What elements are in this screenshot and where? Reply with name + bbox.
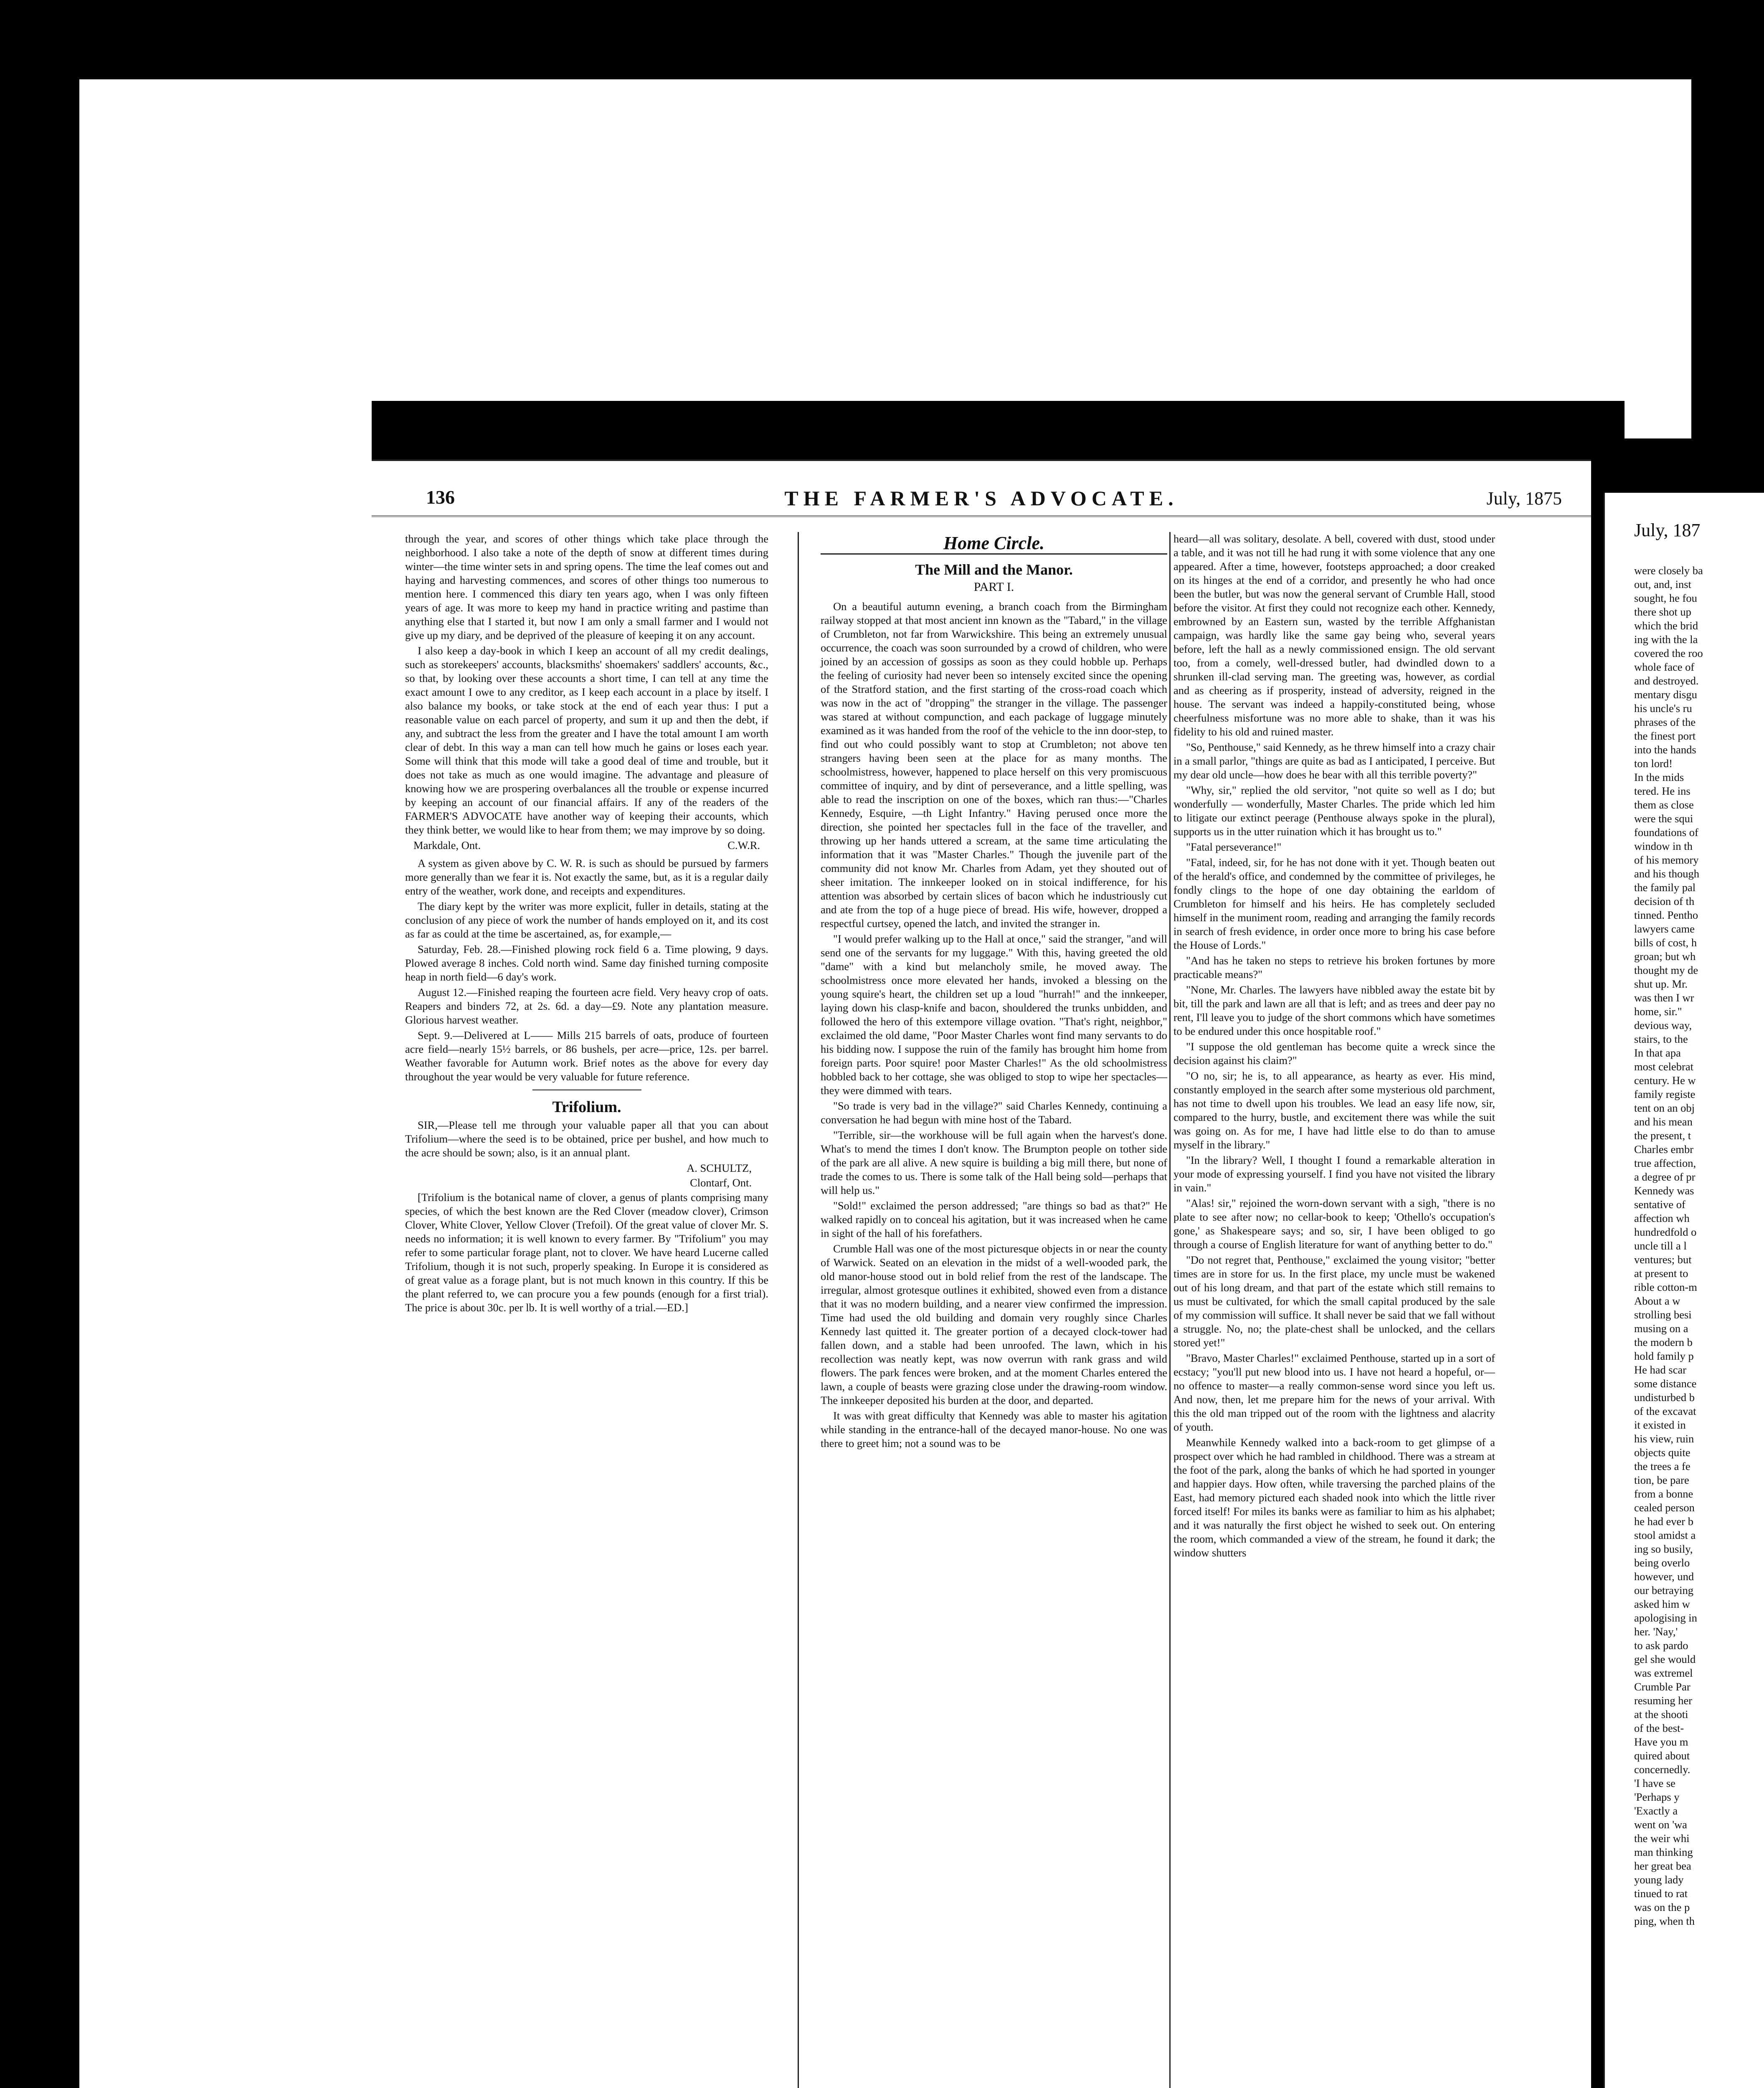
adjacent-page-line: a degree of pr xyxy=(1634,1171,1696,1183)
adjacent-page-line: In the mids xyxy=(1634,771,1684,783)
adjacent-page-line: 'I have se xyxy=(1634,1777,1675,1789)
adjacent-page-line: of the best- xyxy=(1634,1722,1684,1734)
column-2 xyxy=(821,532,1167,1452)
paragraph: "Alas! sir," rejoined the worn-down servant with a sigh, "there is no plate to see after now; no cellar-book to keep; 'Othello's occupation's gone,' as Shakespeare says; and so, sir, I have been obliged to go through a course of English literature for want of anything better to do." xyxy=(1173,1197,1495,1251)
adjacent-page-line: uncle till a l xyxy=(1634,1239,1687,1252)
scan-torn-edge xyxy=(372,401,1625,464)
adjacent-page-line: his view, ruin xyxy=(1634,1432,1694,1445)
column-1 xyxy=(405,532,768,1316)
adjacent-page-line: and his mean xyxy=(1634,1115,1693,1128)
adjacent-page-line: family registe xyxy=(1634,1088,1696,1100)
adjacent-page-line: lawyers came xyxy=(1634,922,1695,935)
adjacent-page-line: Kennedy was xyxy=(1634,1184,1694,1197)
adjacent-page-line: true affection, xyxy=(1634,1157,1696,1169)
adjacent-page-line: tered. He ins xyxy=(1634,785,1690,797)
paragraph: "O no, sir; he is, to all appearance, as hearty as ever. His mind, constantly employed in the search after some mysterious old parchment, has not time to dwell upon his troubles. We lead an easy life now, sir, compared to the hurry, bustle, and excitement there was while the suit was going on. As for me, I have had little else to do than to amuse myself in the library." xyxy=(1173,1069,1495,1151)
adjacent-page-line: stairs, to the xyxy=(1634,1033,1688,1045)
adjacent-page-line: apologising in xyxy=(1634,1612,1697,1624)
adjacent-page-line: young lady xyxy=(1634,1873,1684,1886)
adjacent-page-line: he had ever b xyxy=(1634,1515,1693,1528)
adjacent-page-line: were closely ba xyxy=(1634,564,1703,577)
paragraph: I also keep a day-book in which I keep an account of all my credit dealings, such as storekeepers' accounts, blacksmiths' shoemakers' saddlers' accounts, &c., so that, by looking over these accounts a short time, I can tell at any time the exact amount I owe to any creditor, as I keep each account in a place by itself. I also balance my books, or take stock at the end of each year thus: I put a reasonable value on each parcel of property, and sum it up and then the debt, if any, and subtract the less from the greater and I have the total amount I am worth clear of debt. In this way a man can tell how much he gains or loses each year. Some will think that this mode will take a good deal of time and trouble, but it does not take as much as one would imagine. The advantage and pleasure of knowing how we are prospering overbalances all the trouble or expense incurred by keeping an account of our financial affairs. If any of the readers of the FARMER'S ADVOCATE have another way of keeping their accounts, which they think better, we would like to hear from them; we may improve by so doing. xyxy=(405,644,768,836)
adjacent-page-line: went on 'wa xyxy=(1634,1818,1687,1831)
adjacent-page-line: 'Perhaps y xyxy=(1634,1791,1680,1803)
adjacent-page-line: the weir whi xyxy=(1634,1832,1690,1845)
letter-signature: A. SCHULTZ, xyxy=(687,1162,752,1174)
paragraph: The diary kept by the writer was more explicit, fuller in details, stating at the conclusion of any piece of work the number of hands employed on it, and its cost as far as could at the time be ascertained, as, for example,— xyxy=(405,900,768,940)
adjacent-page-line: being overlo xyxy=(1634,1556,1690,1569)
adjacent-page-line: of the excavat xyxy=(1634,1405,1696,1417)
paragraph: "Why, sir," replied the old servitor, "not quite so well as I do; but wonderfully — wonderfully, Master Charles. The pride which led him to litigate our extinct peerage (Penthouse always spoke in the plural), supports us in the utter ruination which it has brought us to." xyxy=(1173,784,1495,838)
paragraph: SIR,—Please tell me through your valuable paper all that you can about Trifolium—where the seed is to be obtained, price per bushel, and how much to the acre should be sown; also, is it an annual plant. xyxy=(405,1119,768,1159)
adjacent-page-line: was on the p xyxy=(1634,1901,1690,1913)
paragraph: On a beautiful autumn evening, a branch coach from the Birmingham railway stopped at that most ancient inn known as the "Tabard," in the village of Crumbleton, not far from Warwickshire. This being an extremely unusual occurrence, the coach was soon surrounded by a crowd of children, who were joined by an accession of gossips as soon as they could hobble up. Perhaps the feeling of curiosity had never been so intensely excited since the opening of the Stratford station, and the first starting of the cross-road coach which was now in the act of "dropping" the stranger in the village. The passenger was stared at without compunction, and each package of luggage minutely examined as it was handed from the roof of the vehicle to the inn door-step, to find out who could possibly want to stop at Crumbleton; not above ten strangers having been seen at the place for as many months. The schoolmistress, however, happened to place herself on this very promiscuous committee of inquiry, and by dint of perseverance, and a little spelling, was able to read the inscription on one of the boxes, which ran thus:—"Charles Kennedy, Esquire, —th Light Infantry." Having perused once more the direction, she pointed her spectacles full in the face of the traveller, and throwing up her hands uttered a scream, at the same time articulating the information that it was "Master Charles." Though the juvenile part of the community did not know Mr. Charles from Adam, yet they shouted out of sheer imitation. The innkeeper looked on in stoical indifference, for his attention was absorbed by certain slices of bacon which he industriously cut and ate from the top of a huge piece of bread. His wife, however, dropped a respectful curtsey, opened the latch, and invited the stranger in. xyxy=(821,600,1167,930)
adjacent-page-line: and destroyed. xyxy=(1634,674,1699,687)
newspaper-page xyxy=(372,459,1591,2088)
adjacent-page-line: About a w xyxy=(1634,1295,1680,1307)
letter-signature-line xyxy=(413,839,760,852)
adjacent-page-line: whole face of xyxy=(1634,661,1695,673)
paragraph: Sept. 9.—Delivered at L—— Mills 215 barrels of oats, produce of fourteen acre field—nearly 15½ barrels, or 86 bushels, per acre—price, 12s. per barrel. Weather favorable for Autumn work. Brief notes as the above for every day throughout the year would be very valuable for future reference. xyxy=(405,1029,768,1083)
adjacent-page-line: decision of th xyxy=(1634,895,1695,907)
adjacent-page-line: most celebrat xyxy=(1634,1060,1694,1073)
adjacent-page-line: the family pal xyxy=(1634,881,1696,894)
paragraph: "So trade is very bad in the village?" said Charles Kennedy, continuing a conversation he had begun with mine host of the Tabard. xyxy=(821,1100,1167,1126)
adjacent-page-line: at present to xyxy=(1634,1267,1688,1280)
adjacent-page xyxy=(1604,493,1764,2088)
adjacent-page-line: her. 'Nay,' xyxy=(1634,1625,1678,1638)
adjacent-page-line: cealed person xyxy=(1634,1501,1695,1514)
adjacent-page-line: his uncle's ru xyxy=(1634,702,1692,715)
adjacent-page-line: tent on an obj xyxy=(1634,1102,1695,1114)
adjacent-page-line: it existed in xyxy=(1634,1419,1686,1431)
adjacent-page-line: mentary disgu xyxy=(1634,688,1697,701)
paragraph: Saturday, Feb. 28.—Finished plowing rock field 6 a. Time plowing, 9 days. Plowed average 8 inches. Cold north wind. Same day finished turning composite heap in north field—6 day's work. xyxy=(405,943,768,983)
adjacent-page-line: home, sir." xyxy=(1634,1005,1682,1018)
story-title: The Mill and the Manor. xyxy=(915,561,1073,578)
column-divider xyxy=(1169,532,1171,2088)
paragraph: heard—all was solitary, desolate. A bell, covered with dust, stood under a table, and it was not till he had rung it with some violence that any one appeared. After a time, however, footsteps approached; a door creaked on its hinges at the end of a corridor, and presently he who had once been the butler, but was now the general servant of Crumble Hall, stood before the visitor. At first they could not recognize each other. Kennedy, embrowned by an Eastern sun, wasted by the terrible Affghanistan campaign, was hardly like the same gay being who, several years before, left the hall as a newly commissioned ensign. The old servant too, from a comely, well-dressed butler, had dwindled down to a shrunken ill-clad serving man. The greeting was, however, as cordial and as cheering as if prosperity, instead of adversity, reigned in the house. The servant was indeed a happily-constituted being, whose cheerfulness misfortune was no more able to shake, than it was his fidelity to his old and ruined master. xyxy=(1173,532,1495,738)
adjacent-page-line: thought my de xyxy=(1634,964,1698,976)
page-header xyxy=(372,486,1591,517)
adjacent-page-line: gel she would xyxy=(1634,1653,1696,1665)
adjacent-page-line: hundredfold o xyxy=(1634,1226,1697,1238)
adjacent-page-line: ing so busily, xyxy=(1634,1543,1693,1555)
adjacent-page-line: tinned. Pentho xyxy=(1634,909,1698,921)
adjacent-page-line: phrases of the xyxy=(1634,716,1696,728)
paragraph: "I suppose the old gentleman has become quite a wreck since the decision against his claim?" xyxy=(1173,1040,1495,1067)
adjacent-page-line: rible cotton-m xyxy=(1634,1281,1697,1293)
adjacent-page-line: window in th xyxy=(1634,840,1693,852)
adjacent-page-line: He had scar xyxy=(1634,1363,1687,1376)
column-3 xyxy=(1173,532,1495,1561)
adjacent-page-line: 'Exactly a xyxy=(1634,1804,1678,1817)
adjacent-page-line: the present, t xyxy=(1634,1129,1691,1142)
adjacent-page-line: foundations of xyxy=(1634,826,1698,839)
adjacent-page-line: ton lord! xyxy=(1634,757,1673,770)
letter-place: Clontarf, Ont. xyxy=(690,1176,752,1189)
adjacent-page-line: stool amidst a xyxy=(1634,1529,1696,1541)
paragraph: "And has he taken no steps to retrieve his broken fortunes by more practicable means?" xyxy=(1173,954,1495,981)
adjacent-page-line: resuming her xyxy=(1634,1694,1693,1707)
paragraph: [Trifolium is the botanical name of clover, a genus of plants comprising many species, of which the best known are the Red Clover (meadow clover), Crimson Clover, White Clover, Yellow Clover (Trefoil). Of the great value of clover Mr. S. needs no information; it is well known to every farmer. By "Trifolium" you may refer to some particular forage plant, not to clover. We have heard Lucerne called Trifolium, though it is not such, properly speaking. In Europe it is considered as of great value as a forage plant, but is not much known in this country. If this be the plant referred to, we can procure you a few pounds (enough for a first trial). The price is about 30c. per lb. It is well worthy of a trial.—ED.] xyxy=(405,1191,768,1314)
adjacent-page-line: the trees a fe xyxy=(1634,1460,1690,1472)
paragraph: "Sold!" exclaimed the person addressed; "are things so bad as that?" He walked rapidly on to conceal his agitation, but it was increased when he came in sight of the hall of his forefathers. xyxy=(821,1199,1167,1239)
adjacent-page-line: devious way, xyxy=(1634,1019,1692,1031)
adjacent-page-line: there shot up xyxy=(1634,606,1691,618)
paragraph: "Bravo, Master Charles!" exclaimed Penthouse, started up in a sort of ecstacy; "you'll put new blood into us. I have not heard a hopeful, or—no offence to master—a really common-sense word since you left us. And now, then, let me prepare him for the news of your arrival. With this the old man tripped out of the room with the lightness and alacrity of youth. xyxy=(1173,1352,1495,1433)
adjacent-page-line: the modern b xyxy=(1634,1336,1693,1348)
adjacent-page-line: century. He w xyxy=(1634,1074,1696,1087)
adjacent-page-line: them as close xyxy=(1634,798,1694,811)
trifolium-heading: Trifolium. xyxy=(552,1098,621,1116)
paragraph: "I would prefer walking up to the Hall at once," said the stranger, "and will send one of the servants for my luggage." With this, having greeted the old "dame" with a kind but melancholy smile, he moved away. The schoolmistress once more elevated her hands, invoked a blessing on the young squire's heart, the children set up a loud "hurrah!" and the innkeeper, laying down his clasp-knife and bacon, shouldered the trunks unbidden, and followed the hero of this extempore village ovation. "That's right, neighbor," exclaimed the old dame, "Poor Master Charles wont find many servants to do his bidding now. I suppose the ruin of the family has brought him home from foreign parts. Poor squire! poor Master Charles!" As the old schoolmistress hobbled back to her cottage, she was obliged to stop to wipe her spectacles—they were dimmed with tears. xyxy=(821,933,1167,1097)
adjacent-page-line: Have you m xyxy=(1634,1736,1688,1748)
paragraph: Crumble Hall was one of the most picturesque objects in or near the county of Warwick. Seated on an elevation in the midst of a well-wooded park, the old manor-house stood out in bold relief from the rest of the landscape. The irregular, almost grotesque outlines it exhibited, showed even from a distance that it was no modern building, and a nearer view confirmed the impression. Time had used the old building and domain very roughly since Charles Kennedy last quitted it. The greater portion of a decayed clock-tower had fallen down, and a stable had been unroofed. The lawn, which in his recollection was neatly kept, was now overrun with rank grass and wild flowers. The park fences were broken, and at the moment Charles entered the lawn, a couple of beasts were grazing close under the drawing-room window. The innkeeper deposited his burden at the door, and departed. xyxy=(821,1242,1167,1406)
column-divider xyxy=(798,532,799,2088)
adjacent-page-line: and his though xyxy=(1634,867,1700,880)
adjacent-page-line: however, und xyxy=(1634,1570,1694,1583)
paragraph: "Do not regret that, Penthouse," exclaimed the young visitor; "better times are in store for us. In the first place, my uncle must be wakened out of his long dream, and that part of the estate which still remains to us must be cultivated, for which the small capital produced by the sale of my commission will suffice. It shall never be said that we fall without a struggle. No, no; the plate-chest shall be unlocked, and the cellars stored yet!" xyxy=(1173,1254,1495,1349)
adjacent-page-text xyxy=(1634,564,1764,1928)
adjacent-page-line: affection wh xyxy=(1634,1212,1690,1224)
adjacent-page-line: our betraying xyxy=(1634,1584,1694,1596)
adjacent-page-line: ping, when th xyxy=(1634,1915,1695,1927)
adjacent-page-line: strolling besi xyxy=(1634,1308,1692,1321)
adjacent-page-line: quired about xyxy=(1634,1749,1690,1762)
adjacent-page-line: her great bea xyxy=(1634,1860,1691,1872)
adjacent-page-line: objects quite xyxy=(1634,1446,1690,1459)
adjacent-page-line: tinued to rat xyxy=(1634,1887,1688,1900)
adjacent-page-line: was extremel xyxy=(1634,1667,1693,1679)
letter-initials: C.W.R. xyxy=(727,839,760,851)
adjacent-page-line: were the squi xyxy=(1634,812,1693,825)
masthead-title: THE FARMER'S ADVOCATE. xyxy=(784,487,1179,510)
adjacent-page-line: hold family p xyxy=(1634,1350,1694,1362)
adjacent-page-line: asked him w xyxy=(1634,1598,1690,1610)
adjacent-page-line: musing on a xyxy=(1634,1322,1688,1335)
adjacent-page-line: Charles embr xyxy=(1634,1143,1694,1155)
adjacent-page-line: out, and, inst xyxy=(1634,578,1691,590)
paragraph: "Fatal, indeed, sir, for he has not done with it yet. Though beaten out of the herald's office, and condemned by the committee of privileges, he fondly clings to the hope of one day obtaining the earldom of Crumbleton for himself and his heirs. He has completely secluded himself in the muniment room, reading and arranging the family records in search of fresh evidence, in order once more to bring his case before the House of Lords." xyxy=(1173,856,1495,951)
adjacent-page-line: covered the roo xyxy=(1634,647,1703,659)
paragraph: "None, Mr. Charles. The lawyers have nibbled away the estate bit by bit, till the park and lawn are all that is left; and as trees and deer pay no rent, I'll leave you to judge of the short commons which have sometimes to be endured under this once hospitable roof." xyxy=(1173,983,1495,1037)
story-part: PART I. xyxy=(973,580,1014,594)
adjacent-page-line: ing with the la xyxy=(1634,633,1698,646)
issue-date: July, 1875 xyxy=(1486,488,1562,509)
paragraph: "Fatal perseverance!" xyxy=(1186,841,1282,853)
adjacent-page-line: from a bonne xyxy=(1634,1487,1693,1500)
paragraph: It was with great difficulty that Kennedy was able to master his agitation while standing in the entrance-hall of the decayed manor-house. No one was there to greet him; not a sound was to be xyxy=(821,1409,1167,1449)
adjacent-page-line: groan; but wh xyxy=(1634,950,1696,963)
adjacent-page-line: sentative of xyxy=(1634,1198,1685,1211)
adjacent-page-line: In that apa xyxy=(1634,1047,1681,1059)
adjacent-page-line: some distance xyxy=(1634,1377,1697,1390)
paragraph: Meanwhile Kennedy walked into a back-room to get glimpse of a prospect over which he had rambled in childhood. There was a stream at the foot of the park, along the banks of which he had sported in younger and happier days. How often, while traversing the parched plains of the East, had memory pictured each shaded nook into which the little river forced itself! For miles its banks were as familiar to him as his alphabet; and it was naturally the first object he wished to seek out. On entering the room, which commanded a view of the stream, he found it dark; the window shutters xyxy=(1173,1436,1495,1559)
adjacent-page-line: which the brid xyxy=(1634,619,1698,632)
page-number: 136 xyxy=(426,487,455,508)
adjacent-page-line: ventures; but xyxy=(1634,1253,1692,1266)
letter-place: Markdale, Ont. xyxy=(413,839,481,851)
paragraph: A system as given above by C. W. R. is such as should be pursued by farmers more generally than we fear it is. Not exactly the same, but, as it is a regular daily entry of the weather, work done, and receipts and expenditures. xyxy=(405,857,768,897)
adjacent-page-line: was then I wr xyxy=(1634,991,1694,1004)
adjacent-page-line: into the hands xyxy=(1634,743,1696,756)
adjacent-page-line: tion, be pare xyxy=(1634,1474,1689,1486)
adjacent-page-line: bills of cost, h xyxy=(1634,936,1697,949)
adjacent-page-line: man thinking xyxy=(1634,1846,1693,1858)
adjacent-page-line: undisturbed b xyxy=(1634,1391,1695,1404)
adjacent-page-line: concernedly. xyxy=(1634,1763,1690,1776)
paragraph: "In the library? Well, I thought I found a remarkable alteration in your mode of expressing yourself. I find you have not visited the library in vain." xyxy=(1173,1154,1495,1194)
adjacent-page-line: sought, he fou xyxy=(1634,592,1697,604)
adjacent-page-line: shut up. Mr. xyxy=(1634,978,1688,990)
adjacent-page-line: of his memory xyxy=(1634,854,1699,866)
adjacent-page-line: at the shooti xyxy=(1634,1708,1688,1721)
adjacent-page-line: Crumble Par xyxy=(1634,1680,1690,1693)
paragraph: August 12.—Finished reaping the fourteen acre field. Very heavy crop of oats. Reapers and binders 72, at 2s. 6d. a day—£9. Note any plantation measure. Glorious harvest weather. xyxy=(405,986,768,1026)
paragraph: "So, Penthouse," said Kennedy, as he threw himself into a crazy chair in a small parlor, "things are quite as bad as I anticipated, I perceive. But my dear old uncle—how does he bear with all this terrible poverty?" xyxy=(1173,741,1495,781)
adjacent-page-line: the finest port xyxy=(1634,730,1696,742)
paragraph: through the year, and scores of other things which take place through the neighborhood. I also take a note of the depth of snow at different times during winter—the time winter sets in and spring opens. The time the leaf comes out and haying and harvesting commences, and scores of other things too numerous to mention here. I commenced this diary ten years ago, when I was only fifteen years of age. It was more to keep my hand in practice writing and pastime than anything else that I started it, but now I am only a small farmer and I would not give up my diary, and be deprived of the pleasure of keeping it on any account. xyxy=(405,532,768,641)
adjacent-page-date: July, 187 xyxy=(1634,520,1701,540)
section-heading: Home Circle. xyxy=(821,536,1167,555)
adjacent-page-line: to ask pardo xyxy=(1634,1639,1688,1652)
paragraph: "Terrible, sir—the workhouse will be full again when the harvest's done. What's to mend the times I don't know. The Brumpton people on tother side of the park are all alive. A new squire is building a big mill there, but none of trade the comes to us. There is some talk of the Hall being sold—perhaps that will help us." xyxy=(821,1129,1167,1196)
